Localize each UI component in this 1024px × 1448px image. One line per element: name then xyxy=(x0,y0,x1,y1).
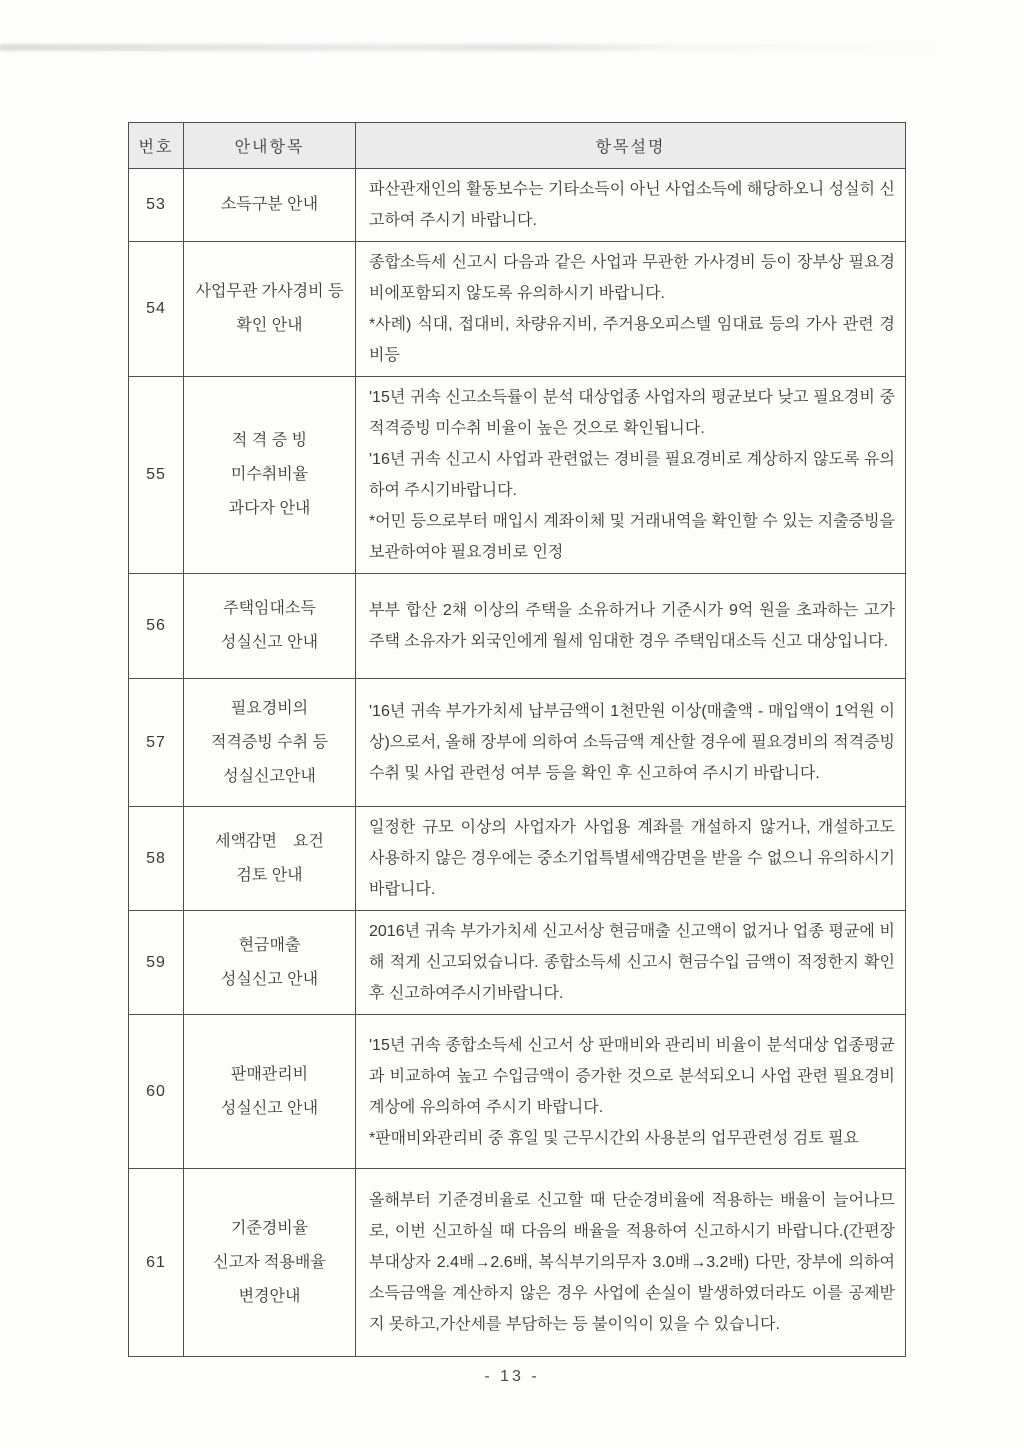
table-row xyxy=(129,242,906,377)
row-number: 54 xyxy=(129,242,184,377)
desc-paragraph: '15년 귀속 신고소득률이 분석 대상업종 사업자의 평균보다 낮고 필요경비 중 적격증빙 미수취 비율이 높은 것으로 확인됩니다. xyxy=(369,389,895,437)
item-line: 주택임대소득 xyxy=(223,600,316,617)
item-line: 현금매출 xyxy=(238,936,301,954)
item-line: 검토 안내 xyxy=(236,866,303,884)
row-description xyxy=(356,807,906,911)
guidance-table xyxy=(128,122,906,1357)
row-number: 55 xyxy=(129,377,184,574)
table-row xyxy=(129,807,906,911)
desc-paragraph: '16년 귀속 부가가치세 납부금액이 1천만원 이상(매출액 - 매입액이 1억원 이상)으로서, 올해 장부에 의하여 소득금액 계산할 경우에 필요경비의 적격증빙 수취 및 사업 관련성 여부 등을 확인 후 신고하여 주시기 바랍니다. xyxy=(369,703,895,782)
item-line: 신고자 적용배율 xyxy=(213,1253,326,1271)
row-item xyxy=(184,807,356,911)
item-line: 변경안내 xyxy=(238,1287,301,1305)
table-row xyxy=(129,169,906,242)
item-line: 성실신고안내 xyxy=(223,767,316,785)
desc-paragraph: 일정한 규모 이상의 사업자가 사업용 계좌를 개설하지 않거나, 개설하고도 사용하지 않은 경우에는 중소기업특별세액감면을 받을 수 없으니 유의하시기 바랍니다. xyxy=(369,819,895,898)
row-item xyxy=(184,1015,356,1169)
row-description xyxy=(356,169,906,242)
item-line: 성실신고 안내 xyxy=(220,634,319,651)
row-item xyxy=(184,679,356,807)
row-description xyxy=(356,1169,906,1357)
item-line: 적 격 증 빙 xyxy=(231,432,308,449)
row-description xyxy=(356,1015,906,1169)
desc-paragraph: 파산관재인의 활동보수는 기타소득이 아닌 사업소득에 해당하오니 성실히 신고하여 주시기 바랍니다. xyxy=(369,181,895,229)
desc-paragraph: '16년 귀속 신고시 사업과 관련없는 경비를 필요경비로 계상하지 않도록 유의하여 주시기바랍니다. xyxy=(369,451,895,499)
item-line: 기준경비율 xyxy=(230,1219,309,1237)
table-row xyxy=(129,911,906,1015)
desc-paragraph: 2016년 귀속 부가가치세 신고서상 현금매출 신고액이 없거나 업종 평균에 비해 적게 신고되었습니다. 종합소득세 신고시 현금수입 금액이 적정한지 확인 후 신고하여주시기바랍니다. xyxy=(369,923,895,1002)
row-number: 53 xyxy=(129,169,184,242)
row-description xyxy=(356,911,906,1015)
row-item xyxy=(184,169,356,242)
row-item xyxy=(184,377,356,574)
header-number: 번호 xyxy=(129,123,184,169)
row-number: 61 xyxy=(129,1169,184,1357)
row-number: 57 xyxy=(129,679,184,807)
row-number: 60 xyxy=(129,1015,184,1169)
row-description xyxy=(356,377,906,574)
item-line: 성실신고 안내 xyxy=(220,970,319,988)
row-description xyxy=(356,242,906,377)
row-description xyxy=(356,679,906,807)
item-line: 판매관리비 xyxy=(230,1065,309,1083)
table-row xyxy=(129,574,906,679)
scan-artifact xyxy=(0,44,955,51)
table-row xyxy=(129,1015,906,1169)
desc-paragraph: *판매비와관리비 중 휴일 및 근무시간외 사용분의 업무관련성 검토 필요 xyxy=(369,1129,860,1147)
desc-paragraph: '15년 귀속 종합소득세 신고서 상 판매비와 관리비 비율이 분석대상 업종평균과 비교하여 높고 수입금액이 증가한 것으로 분석되오니 사업 관련 필요경비 계상에 유의하여 주시기 바랍니다. xyxy=(369,1036,895,1116)
item-line: 세액감면 요건 xyxy=(215,832,324,850)
desc-paragraph: *사례) 식대, 접대비, 차량유지비, 주거용오피스텔 임대료 등의 가사 관련 경비등 xyxy=(369,316,895,364)
row-number: 59 xyxy=(129,911,184,1015)
item-line: 필요경비의 xyxy=(230,699,309,717)
table-header-row xyxy=(129,123,906,169)
table-row xyxy=(129,679,906,807)
item-line: 성실신고 안내 xyxy=(220,1099,319,1117)
row-item xyxy=(184,1169,356,1357)
item-line: 사업무관 가사경비 등 xyxy=(195,283,344,300)
row-number: 58 xyxy=(129,807,184,911)
row-number: 56 xyxy=(129,574,184,679)
item-line: 확인 안내 xyxy=(236,317,303,334)
header-description: 항목설명 xyxy=(356,123,906,169)
desc-paragraph: *어민 등으로부터 매입시 계좌이체 및 거래내역을 확인할 수 있는 지출증빙을 보관하여야 필요경비로 인정 xyxy=(369,513,895,561)
row-item xyxy=(184,242,356,377)
desc-paragraph: 종합소득세 신고시 다음과 같은 사업과 무관한 가사경비 등이 장부상 필요경비에포함되지 않도록 유의하시기 바랍니다. xyxy=(369,254,895,302)
page-number: - 13 - xyxy=(484,1368,540,1385)
row-item xyxy=(184,574,356,679)
item-line: 적격증빙 수취 등 xyxy=(210,733,329,751)
header-item: 안내항목 xyxy=(184,123,356,169)
row-item xyxy=(184,911,356,1015)
desc-paragraph: 올해부터 기준경비율로 신고할 때 단순경비율에 적용하는 배율이 늘어나므로, 이번 신고하실 때 다음의 배율을 적용하여 신고하시기 바랍니다.(간편장부대상자 2.4배→2.6배, 복식부기의무자 3.0배→3.2배) 다만, 장부에 의하여 소득금액을 계산하지 않은 경우 사업에 손실이 발생하였더라도 이를 공제받지 못하고,가산세를 부담하는 등 불이익이 있을 수 있습니다. xyxy=(369,1192,895,1333)
item-line: 미수취비율 xyxy=(230,466,309,483)
table-row xyxy=(129,377,906,574)
table-row xyxy=(129,1169,906,1357)
desc-paragraph: 부부 합산 2채 이상의 주택을 소유하거나 기준시가 9억 원을 초과하는 고가 주택 소유자가 외국인에게 월세 임대한 경우 주택임대소득 신고 대상입니다. xyxy=(369,602,895,650)
item-line: 과다자 안내 xyxy=(228,500,311,517)
item-line: 소득구분 안내 xyxy=(220,196,319,213)
row-description xyxy=(356,574,906,679)
